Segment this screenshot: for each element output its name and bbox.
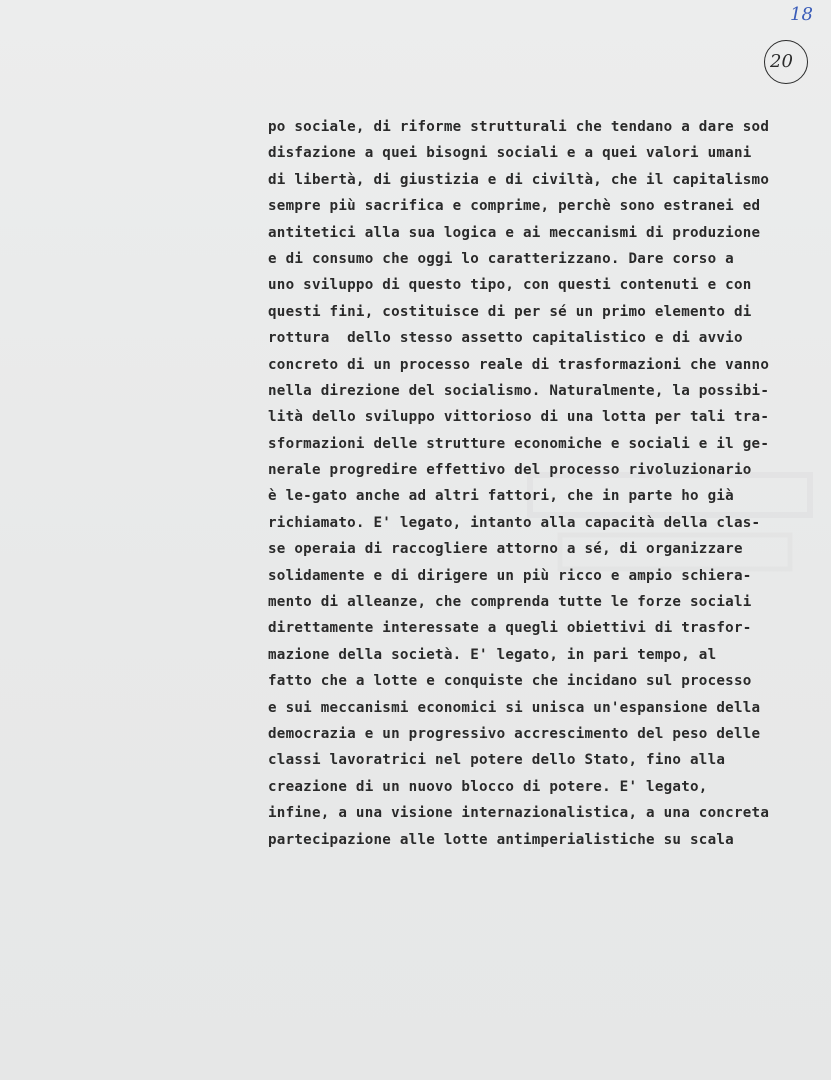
body-line: rottura dello stesso assetto capitalistico e di avvio: [268, 330, 743, 347]
body-line: disfazione a quei bisogni sociali e a quei valori umani: [268, 145, 752, 162]
body-line: sformazioni delle strutture economiche e sociali e il ge-: [268, 435, 770, 452]
body-line: creazione di un nuovo blocco di potere. E' legato,: [268, 778, 708, 795]
body-line: lità dello sviluppo vittorioso di una lotta per tali tra-: [268, 409, 770, 426]
body-line: mazione della società. E' legato, in pari tempo, al: [268, 646, 717, 663]
body-line: democrazia e un progressivo accrescimento del peso delle: [268, 725, 761, 742]
body-line: nella direzione del socialismo. Naturalmente, la possibi-: [268, 382, 770, 399]
body-line: antitetici alla sua logica e ai meccanismi di produzione: [268, 224, 761, 241]
body-line: di libertà, di giustizia e di civiltà, che il capitalismo: [268, 171, 770, 188]
body-line: concreto di un processo reale di trasformazioni che vanno: [268, 356, 770, 373]
body-line: po sociale, di riforme strutturali che tendano a dare sod: [268, 119, 770, 135]
body-line: e sui meccanismi economici si unisca un'espansione della: [268, 699, 761, 716]
body-line: questi fini, costituisce di per sé un primo elemento di: [268, 303, 752, 320]
body-line: mento di alleanze, che comprenda tutte le forze sociali: [268, 594, 752, 611]
body-line: direttamente interessate a quegli obiettivi di trasfor-: [268, 620, 752, 637]
body-line: uno sviluppo di questo tipo, con questi contenuti e con: [268, 277, 752, 294]
body-line: infine, a una visione internazionalistica, a una concreta: [268, 805, 770, 822]
body-line: se operaia di raccogliere attorno a sé, di organizzare: [268, 541, 743, 558]
body-line: classi lavoratrici nel potere dello Stato, fino alla: [268, 752, 726, 769]
body-line: è le-gato anche ad altri fattori, che in parte ho già: [268, 488, 734, 505]
body-line: sempre più sacrifica e comprime, perchè sono estranei ed: [268, 198, 761, 215]
body-line: fatto che a lotte e conquiste che incidano sul processo: [268, 673, 752, 690]
handwritten-page-number: 18: [790, 4, 813, 25]
body-line: partecipazione alle lotte antimperialistiche su scala: [268, 831, 734, 848]
body-line: nerale progredire effettivo del processo rivoluzionario: [268, 462, 752, 479]
circled-page-number: 20: [770, 51, 793, 72]
typewritten-body: [268, 114, 828, 853]
body-line: richiamato. E' legato, intanto alla capacità della clas-: [268, 514, 761, 531]
body-line: solidamente e di dirigere un più ricco e ampio schiera-: [268, 567, 752, 584]
body-line: e di consumo che oggi lo caratterizzano. Dare corso a: [268, 250, 734, 267]
